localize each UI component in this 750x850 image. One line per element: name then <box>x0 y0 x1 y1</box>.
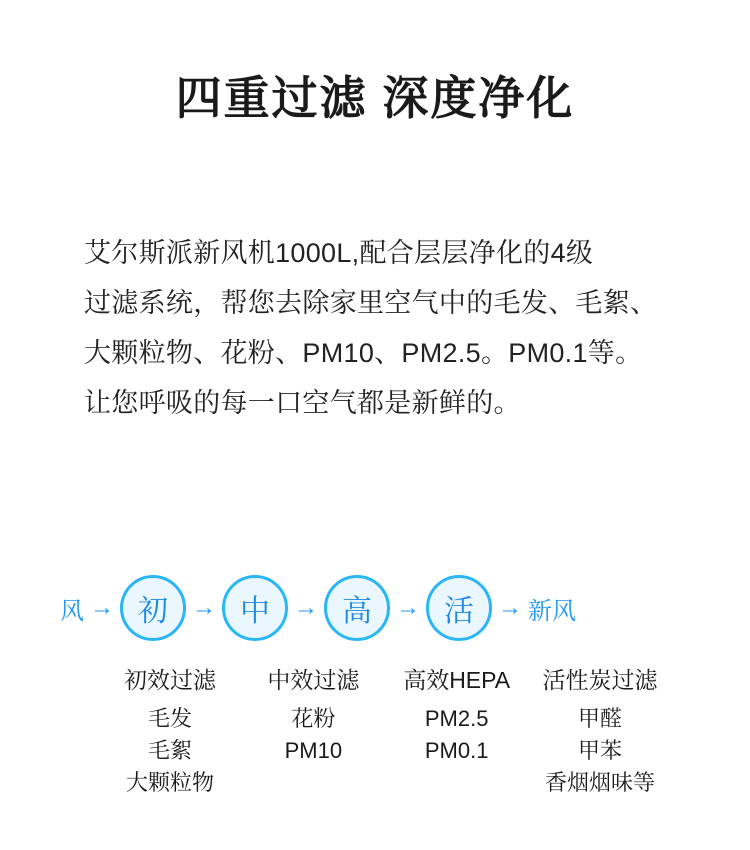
filter-column-title: 高效HEPA <box>403 667 511 693</box>
filter-column-title: 活性炭过滤 <box>542 667 658 693</box>
filter-column-item: 甲苯 <box>577 738 622 763</box>
flow-start-label: 风 <box>60 597 84 625</box>
filter-column-item: PM10 <box>284 738 343 763</box>
filter-column-item: 花粉 <box>291 706 336 731</box>
filter-stage-4: 活 <box>426 575 492 641</box>
filter-column-item: 香烟烟味等 <box>544 770 655 795</box>
filtration-flow-diagram <box>60 568 700 648</box>
filter-column-item: 毛发 <box>147 706 192 731</box>
arrow-icon: → <box>294 594 318 621</box>
page-title: 四重过滤 深度净化 <box>175 72 575 124</box>
arrow-icon: → <box>396 594 420 621</box>
filter-column-1 <box>100 662 240 799</box>
description-line-1: 艾尔斯派新风机1000L,配合层层净化的4级 <box>84 238 594 268</box>
filter-column-2 <box>243 662 383 799</box>
filter-column-item: 毛絮 <box>147 738 192 763</box>
description-line-3: 大颗粒物、花粉、PM10、PM2.5。PM0.1等。 <box>84 338 643 368</box>
flow-end-label: 新风 <box>528 597 576 625</box>
filter-column-3 <box>387 662 527 799</box>
arrow-icon: → <box>498 594 522 621</box>
filter-column-item: 大颗粒物 <box>125 770 214 795</box>
filter-details-columns <box>100 662 670 799</box>
filter-stage-3: 高 <box>324 575 390 641</box>
filter-stage-1: 初 <box>120 575 186 641</box>
description-line-2: 过滤系统，帮您去除家里空气中的毛发、毛絮、 <box>84 288 658 318</box>
filter-column-item: PM0.1 <box>424 738 489 763</box>
filter-column-title: 初效过滤 <box>124 667 216 693</box>
description-paragraph <box>84 228 684 428</box>
filter-stage-2: 中 <box>222 575 288 641</box>
description-line-4: 让您呼吸的每一口空气都是新鲜的。 <box>84 388 521 418</box>
arrow-icon: → <box>192 594 216 621</box>
filter-column-4 <box>530 662 670 799</box>
filter-column-item: PM2.5 <box>424 706 489 731</box>
filter-column-title: 中效过滤 <box>267 667 360 693</box>
filter-column-item: 甲醛 <box>577 706 622 731</box>
arrow-icon: → <box>90 594 114 621</box>
